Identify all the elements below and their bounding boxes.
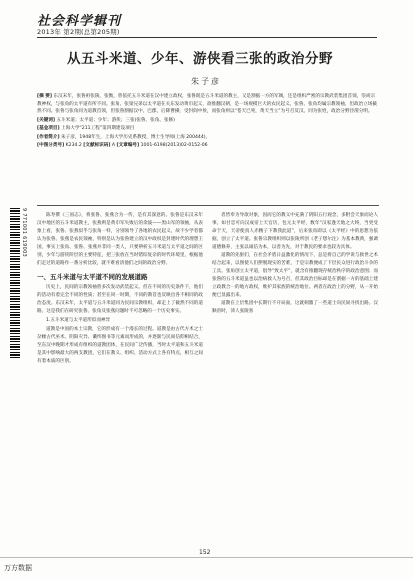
- body-paragraph: 陈寿撰《三国志》，将张鲁、张燕合为一传，是有其深意的。张鲁是东汉末年汉中地区的五斗米道教主，张燕则是黄巾军失败后的余波——黑山军的领袖，从表象上看，张鲁、张燕似乎与张角一样，分别领导了各地的农民起义，故不少学者都认为张鲁、张燕是农民领袖，特别是认为张鲁建立的汉中政权是封建时代的理想王国，事实上张角、张鲁、张燕并非同一类人，只要辨析五斗米道与太平道之间的区别，少年与游侠阶层的主要特征，把三张放在当时错综复杂的时代环境里，根据他们走过的道路作一番分析比较，就不难看清他们之间的政治分野。: [37, 213, 203, 266]
- classification-line: [37, 142, 379, 150]
- abstract-text: 东汉末年，张鲁祖张陵、张衡，曾依托五斗米道在汉中建立政权，张鲁既是五斗米道的教主，又是割据一方的军阀，还是组织严密的宗教武装集团首领，崇尚宗教神权，与张角的太平道有所不同。张角、张梁兄弟以太平道在关东发动黄巾起义，欲推翻汉朝，是一场规模巨大的农民起义。张鲁、张角均属宗教领袖，但政治立场截然不同。张鲁与张角同为道教首领，但张鲁割据汉中、巴郡，后降曹操，受封阆中侯，而张角则以“苍天已死，黄天当立”为号召反汉。同为张姓，政治分野泾渭分明。: [37, 94, 377, 114]
- page-number: 152: [199, 549, 211, 556]
- article-id-label: [文章编号]: [116, 143, 140, 148]
- body-paragraph: 历史上，民间的宗教领袖曾多次发动武装起义。但在不同的历史条件下，他们的活动有着完全不同的性质；甚至在同一时期，不同的教首也反映出各不相同的政治态度。东汉末年，太平道与五斗米道同为民间宗教组织，却走上了截然不同的道路。这是我们在研究张鲁、张角及张燕问题时不可忽略的一个历史事实。: [37, 285, 203, 314]
- journal-header: [37, 10, 377, 40]
- body-paragraph: 道教在上层集团中长期行不开局面，这就刺激了一些道士向民间寻找出路。汉顺帝时，沛人张陵客: [212, 301, 378, 314]
- keywords-text: 五斗米道；太平道；少年；游侠；三张(张鲁、张角、张修): [56, 117, 175, 123]
- journal-logo: 社会科学辑刊: [37, 14, 122, 26]
- author-info-line: [37, 134, 379, 142]
- abstract-label: [摘 要]: [37, 94, 52, 99]
- keywords-line: [37, 117, 379, 125]
- article-title: 从五斗米道、少年、游侠看三张的政治分野: [67, 51, 333, 67]
- clc-label: [中图分类号]: [37, 143, 65, 148]
- body-column-left: [37, 212, 203, 540]
- database-watermark: 万方数据: [4, 564, 32, 572]
- abstract-paragraph: [37, 93, 379, 116]
- subsection-heading: 1.五斗米道与太平道形似而神异: [46, 318, 111, 323]
- issn-sidebar: [5, 208, 29, 358]
- doc-code: A: [111, 143, 116, 148]
- fund-text: 上海大学“211工程”第四期建设项目: [61, 126, 135, 131]
- body-paragraph: 道教的先驱们，在社会矛盾日益激化的情况下，总是将自己的学说与救世之术结合起来，以图使人们摆脱现实的苦难，于是宗教便成了下层民众进行政治斗争的工具。张角创立太平道，倡导“致太平”，就含有推翻现存统治秩序的政治意图；而张鲁的五斗米道虽也以治病救人为号召，但其政治目标却是在割据一方的基础上建立政教合一的地方政权，维护其家族的统治地位。两者在政治上的分野，从一开始便已显露出来。: [212, 253, 378, 298]
- fund-line: [37, 125, 379, 133]
- body-paragraph: 道教是中国的本土宗教，它的形成有一个漫长的过程。道教是由古代方术之士杂糅古代巫术、阴阳灾异、谶纬图书等元素而形成的，并逐渐与民间信仰相结合，至东汉中晚期才形成有组织的道教团体，在民间广泛传播，当时太平道和五斗米道是其中影响最大的两支教团，它们在教义、组织、活动方式上各有特点，相互之间有着本质的区别。: [37, 327, 203, 364]
- keywords-label: [关键词]: [37, 117, 55, 123]
- issn-number: 9 771001 619003: [21, 208, 27, 258]
- barcode-image: [10, 208, 20, 358]
- footer-rule: [0, 557, 413, 558]
- body-column-right: [212, 212, 378, 540]
- body-paragraph: 者皆奉为导欲对象，因而它的教义中充满了阴阳五行观念，多附会天象而论人事。如甘忠可向汉成帝上天官历，包元太平经，数年“汉家逢天地之大终，当更受命于天，天帝使真人赤精子下教我此道”，后来张角即以《太平经》中的思想为依据，创立了太平道。张鲁宗教组织则以张陵所创《老子想尔注》为基本教典，强调道德修养，主张以诚信为本，以善为先，对于教民的要求也较为具体。: [212, 213, 378, 250]
- author-info-label: [作者简介]: [37, 134, 60, 140]
- fund-label: [基金项目]: [37, 126, 60, 131]
- clc-code: K234.2: [65, 143, 82, 148]
- section-heading: 一、五斗米道与太平道不同的发展道路: [37, 273, 148, 281]
- article-author: 朱子彦: [191, 77, 221, 86]
- doc-code-label: [文献标识码]: [83, 143, 111, 148]
- article-id: 1001-6198(2013)02-0152-06: [140, 143, 208, 148]
- author-info-text: 朱子彦，1948年生，上海大学历史系教授，博士生导师(上海 200444)。: [61, 134, 211, 140]
- issue-line: 2013年 第2期(总第205期): [37, 28, 120, 36]
- header-rule: [37, 37, 377, 38]
- abstract-block: [37, 93, 379, 203]
- abstract-rule: [37, 205, 379, 206]
